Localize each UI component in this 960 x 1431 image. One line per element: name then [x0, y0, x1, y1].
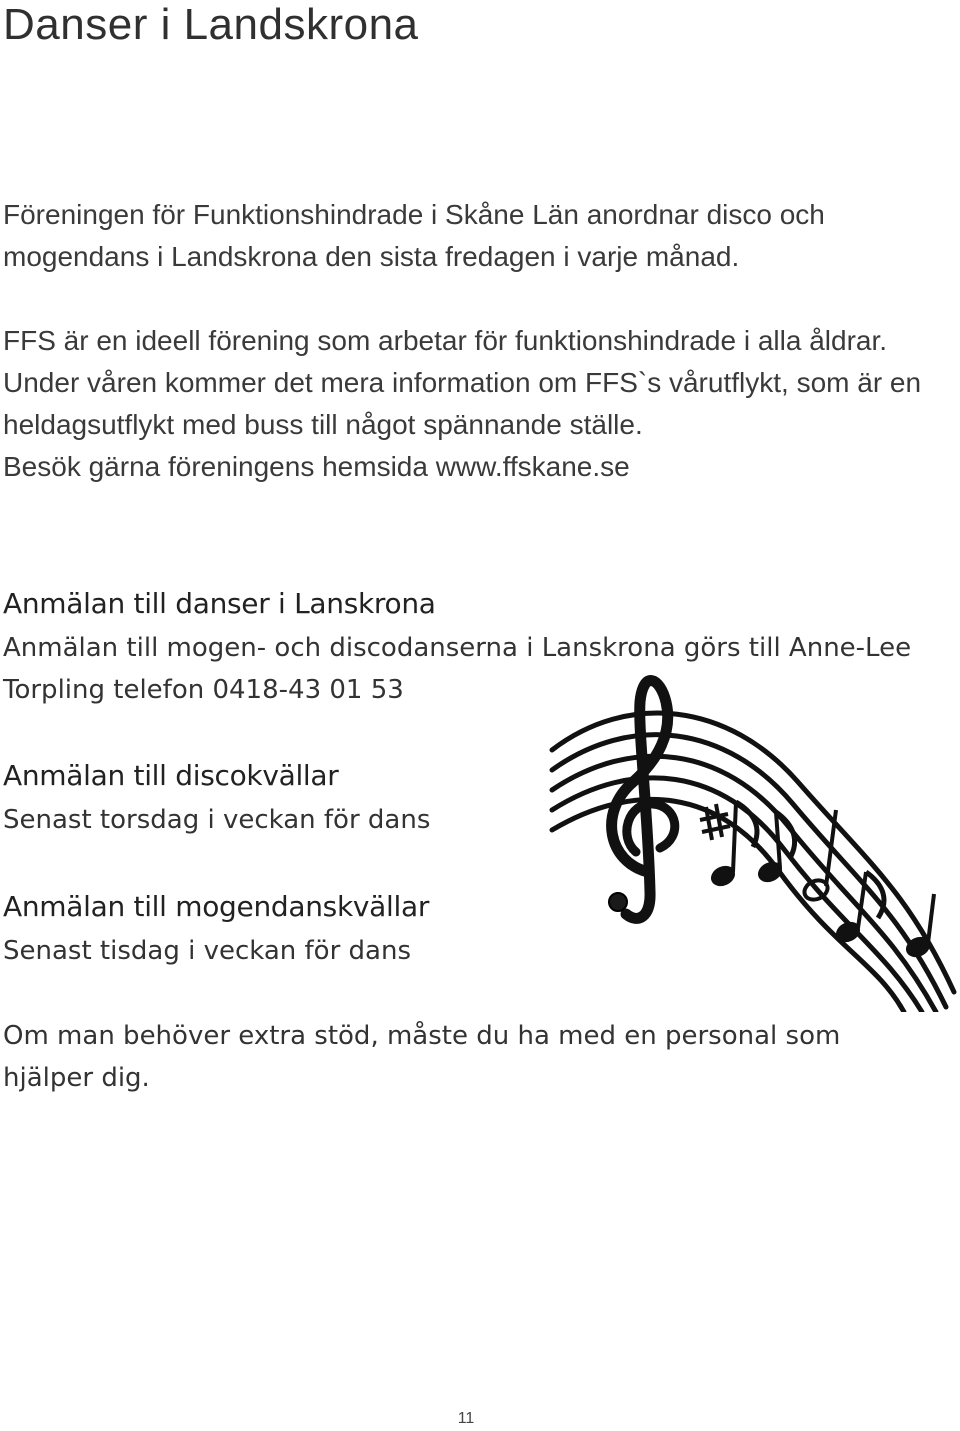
- music-notes-icon: [548, 662, 960, 1012]
- intro-paragraph: Under våren kommer det mera information om FFS`s vårutflykt, som är en heldagsutflykt med buss till något spännande ställe.: [3, 367, 922, 440]
- section-text-mogendans: Senast tisdag i veckan för dans: [3, 936, 412, 966]
- intro-paragraph: Föreningen för Funktionshindrade i Skåne Län anordnar disco och mogendans i Landskrona den sista fredagen i varje månad.: [3, 199, 825, 272]
- section-heading-danser: Anmälan till danser i Lanskrona: [3, 587, 436, 620]
- intro-paragraph: Besök gärna föreningens hemsida www.ffskane.se: [3, 451, 630, 482]
- intro-text: [3, 194, 933, 488]
- section-text-danser: Anmälan till mogen- och discodanserna i Lanskrona görs till Anne-Lee Torpling telefon 0418-43 01 53: [3, 633, 912, 705]
- intro-paragraph: FFS är en ideell förening som arbetar för funktionshindrade i alla åldrar.: [3, 325, 888, 356]
- page-title: Danser i Landskrona: [3, 0, 419, 49]
- page-number: 11: [457, 1410, 475, 1427]
- section-heading-disco: Anmälan till discokvällar: [3, 759, 339, 792]
- section-heading-mogendans: Anmälan till mogendanskvällar: [3, 890, 430, 923]
- closing-text: Om man behöver extra stöd, måste du ha med en personal som hjälper dig.: [3, 1021, 841, 1093]
- section-text-disco: Senast torsdag i veckan för dans: [3, 805, 431, 835]
